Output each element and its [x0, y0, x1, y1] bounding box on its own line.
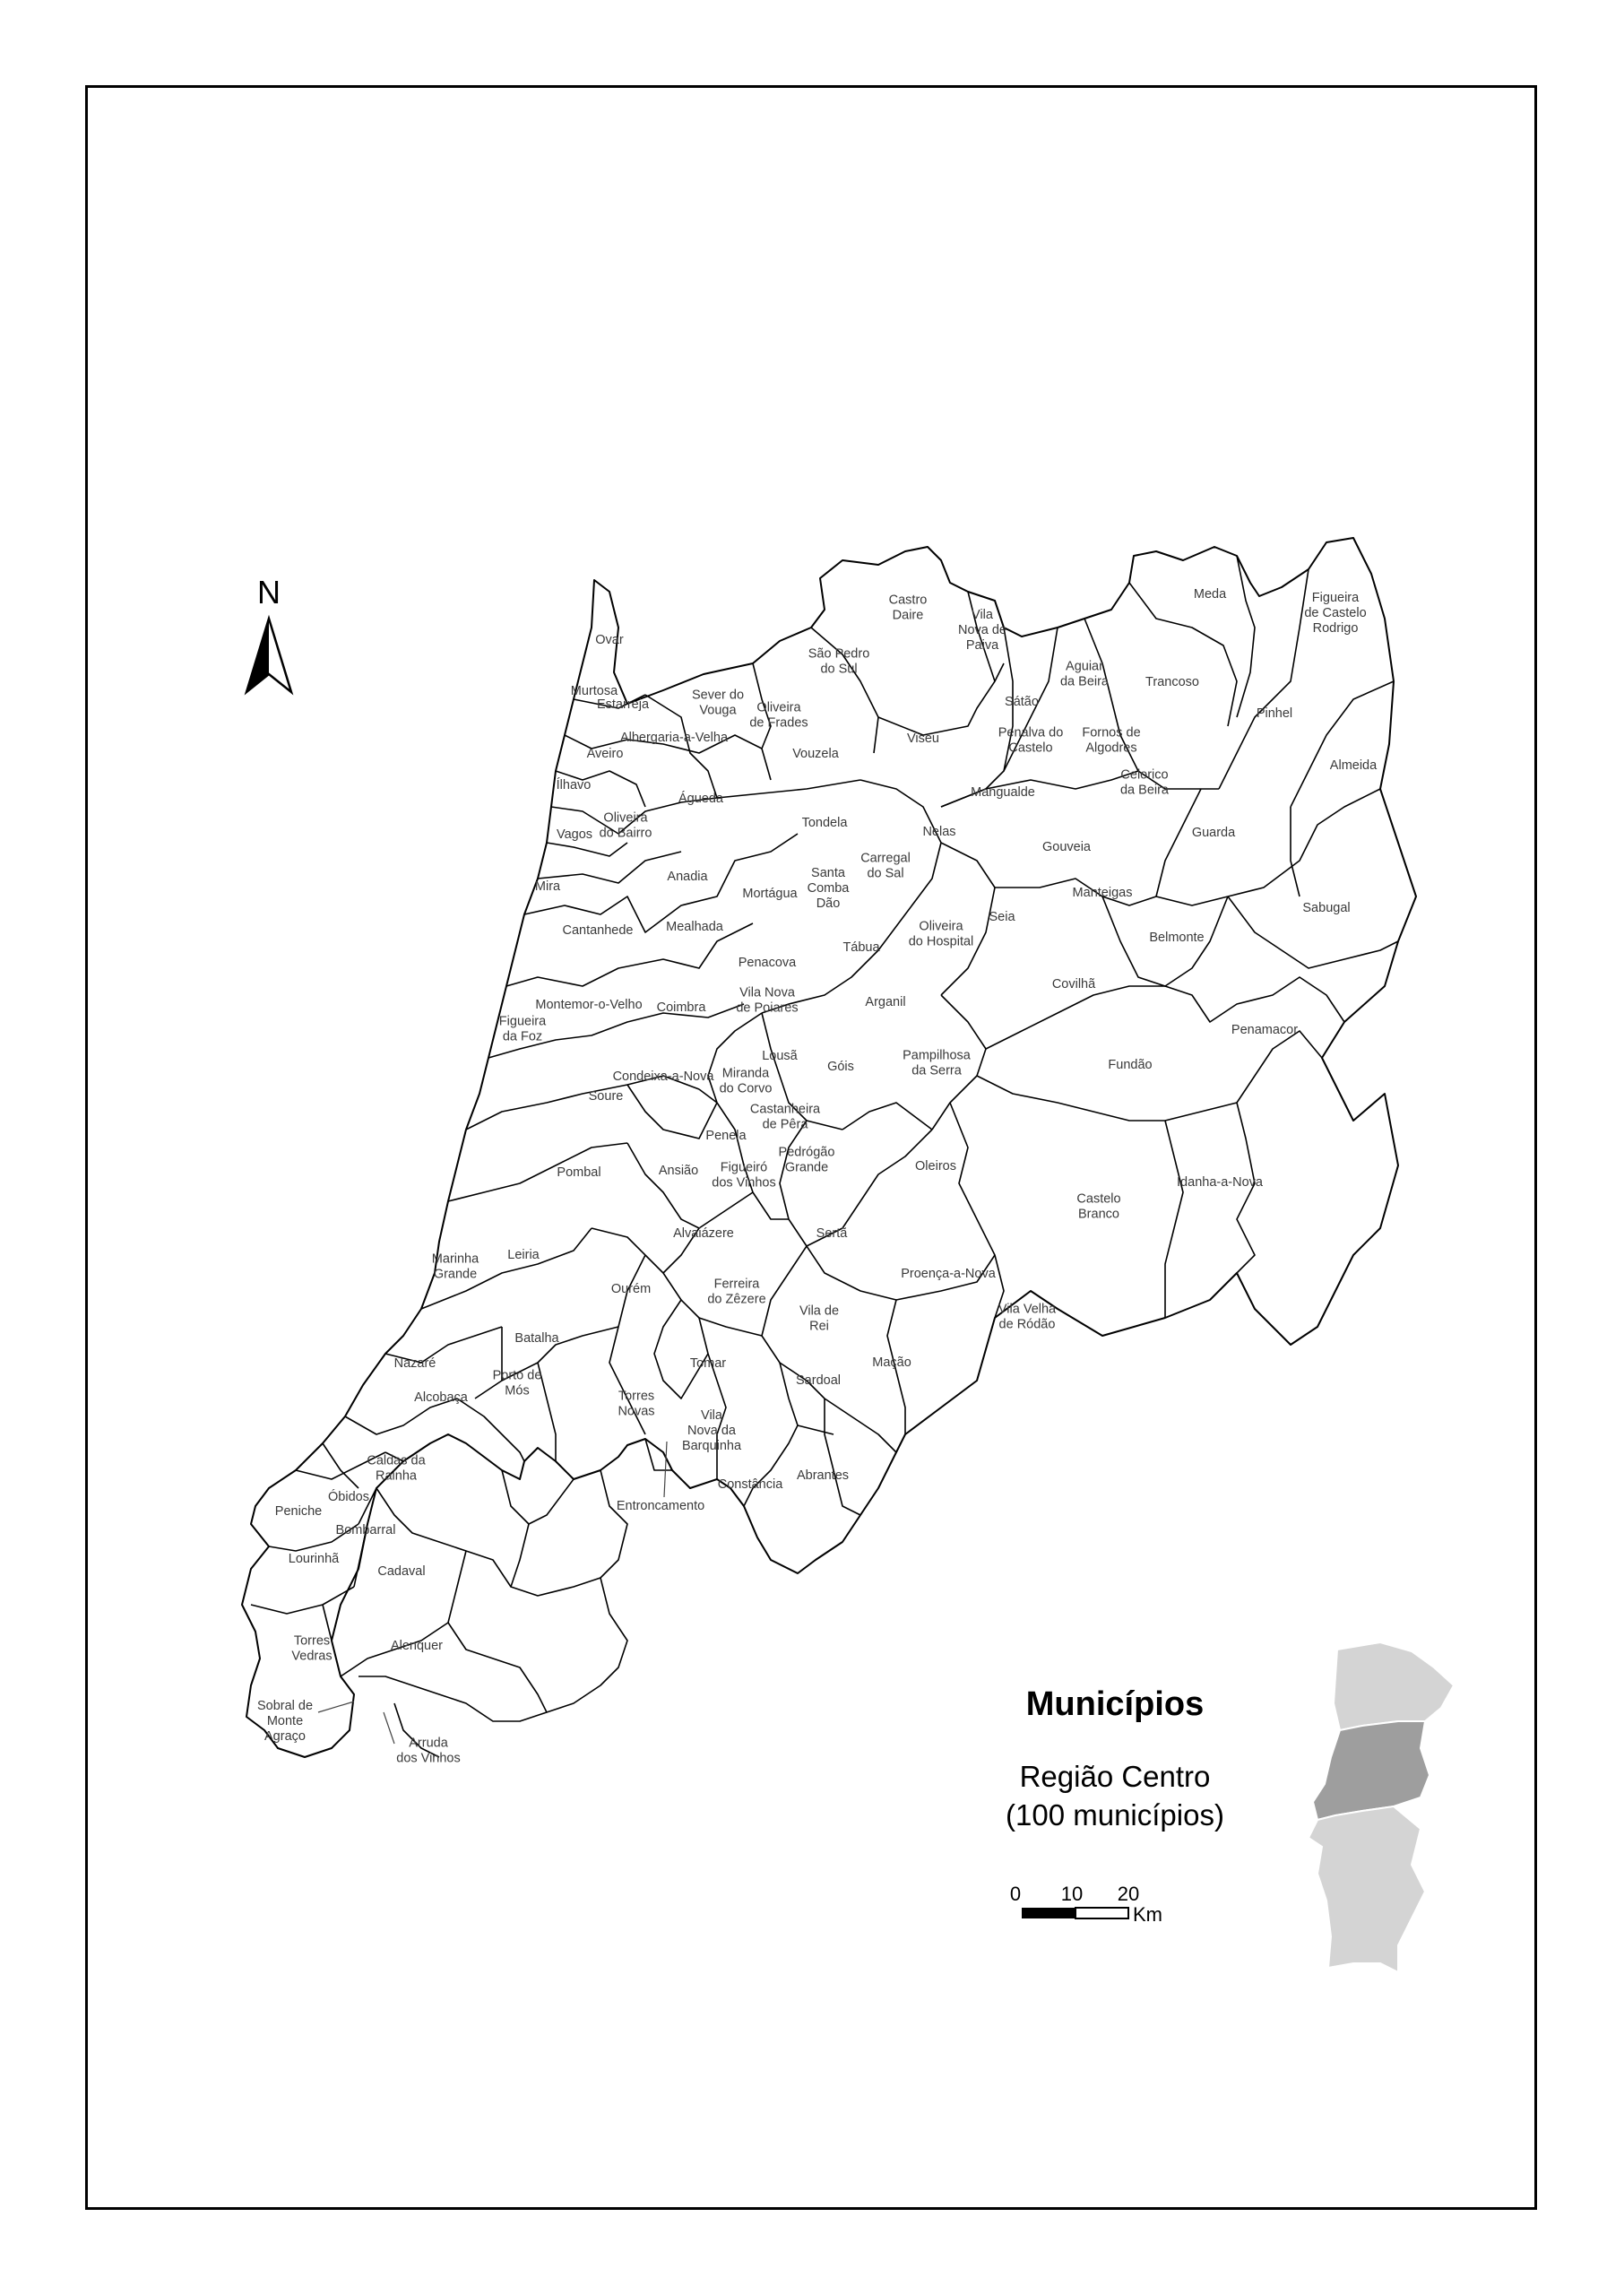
municipality-label: Ílhavo	[556, 778, 592, 792]
municipality-label: Ferreira do Zêzere	[707, 1277, 766, 1307]
municipality-label: Lousã	[762, 1049, 798, 1063]
municipality-label: Montemor-o-Velho	[535, 998, 643, 1012]
municipality-label: Oliveira do Hospital	[908, 919, 974, 949]
municipality-label: Penalva do Castelo	[998, 725, 1064, 756]
municipality-label: Castanheira de Pêra	[749, 1102, 821, 1132]
municipality-label: Tábua	[842, 940, 880, 955]
municipality-label: Sever do Vouga	[691, 688, 745, 718]
municipality-label: Santa Comba Dão	[807, 866, 850, 911]
municipality-label: Aveiro	[586, 747, 624, 761]
municipality-label: Viseu	[906, 732, 940, 746]
municipality-label: Miranda do Corvo	[719, 1066, 773, 1096]
municipality-label: Mira	[534, 879, 561, 894]
municipality-label: Manteigas	[1072, 886, 1133, 900]
municipality-label: Estarreja	[596, 697, 650, 712]
municipality-label: Mação	[872, 1355, 911, 1370]
municipality-label: Sátão	[1005, 695, 1039, 709]
municipality-label: Óbidos	[328, 1490, 369, 1504]
municipality-label: Mortágua	[742, 887, 798, 901]
map-subtitle-line1: Região Centro	[1019, 1760, 1211, 1793]
municipality-label: Alcobaça	[414, 1390, 468, 1405]
municipality-label: Leiria	[507, 1248, 540, 1262]
municipality-label: Alenquer	[390, 1639, 444, 1653]
municipality-label: Anadia	[667, 870, 708, 884]
municipality-label: Seia	[989, 910, 1015, 924]
municipality-label: Bombarral	[335, 1523, 396, 1537]
municipality-label: Vila Nova da Barquinha	[681, 1408, 742, 1453]
municipality-label: Pedrógão Grande	[778, 1145, 835, 1175]
municipality-label: Guarda	[1191, 826, 1236, 840]
municipality-label: Condeixa-a-Nova	[612, 1070, 714, 1084]
municipality-label: Peniche	[274, 1504, 323, 1519]
scale-tick-0: 0	[1009, 1883, 1022, 1905]
municipality-label: Figueira de Castelo Rodrigo	[1304, 591, 1367, 636]
municipality-label: Idanha-a-Nova	[1177, 1175, 1263, 1190]
inset-centro	[1313, 1721, 1430, 1820]
municipality-label: Figueiró dos Vinhos	[712, 1160, 776, 1191]
municipality-label: Proença-a-Nova	[901, 1267, 996, 1281]
municipality-label: Arganil	[865, 995, 906, 1009]
municipality-label: Alvaiázere	[673, 1226, 734, 1241]
municipality-label: Marinha Grande	[431, 1251, 479, 1282]
municipality-label: Fornos de Algodres	[1082, 725, 1141, 756]
municipality-label: Nelas	[922, 825, 956, 839]
municipality-label: Mealhada	[666, 920, 723, 934]
scale-bar	[1010, 1883, 1162, 1926]
municipality-label: Pampilhosa da Serra	[903, 1048, 971, 1078]
municipality-label: Lourinhã	[288, 1552, 340, 1566]
municipality-label: Torres Vedras	[291, 1633, 333, 1664]
municipality-label: Torres Novas	[618, 1389, 655, 1419]
municipality-label: Sardoal	[796, 1373, 841, 1388]
municipality-label: Castelo Branco	[1076, 1191, 1121, 1222]
inset-map-portugal	[1309, 1642, 1454, 1972]
municipality-label: Sertã	[816, 1226, 848, 1241]
municipality-label: Pombal	[557, 1165, 601, 1180]
municipality-label: Vouzela	[792, 747, 839, 761]
municipality-label: Ourém	[610, 1282, 652, 1296]
municipality-label: Arruda dos Vinhos	[396, 1736, 461, 1766]
municipality-label: Figueira da Foz	[498, 1014, 547, 1044]
north-arrow	[246, 574, 291, 692]
municipality-label: Caldas da Rainha	[367, 1453, 426, 1484]
municipality-label: Meda	[1193, 587, 1227, 602]
municipality-label: Almeida	[1329, 758, 1378, 773]
municipality-label: Albergaria-a-Velha	[619, 731, 729, 745]
municipality-label: Góis	[827, 1060, 854, 1074]
municipality-label: Castro Daire	[888, 593, 928, 623]
municipality-label: Abrantes	[796, 1468, 850, 1483]
municipality-label: Águeda	[678, 792, 723, 806]
municipality-label: Carregal do Sal	[860, 851, 911, 881]
municipality-label: Entroncamento	[616, 1499, 705, 1513]
municipality-label: Vila Nova de Paiva	[957, 608, 1007, 653]
municipality-label: Celorico da Beira	[1119, 767, 1170, 798]
map-subtitle-line2: (100 municípios)	[1006, 1798, 1224, 1832]
municipality-label: Belmonte	[1149, 931, 1205, 945]
municipality-label: Trancoso	[1145, 675, 1199, 689]
scale-unit: Km	[1133, 1903, 1162, 1926]
municipality-label: São Pedro do Sul	[808, 646, 870, 677]
municipality-label: Pinhel	[1256, 706, 1293, 721]
municipality-label: Oliveira do Bairro	[599, 810, 652, 841]
municipality-label: Oleiros	[915, 1159, 956, 1173]
municipality-label: Vagos	[556, 827, 593, 842]
municipality-label: Coimbra	[656, 1000, 706, 1015]
municipality-label: Fundão	[1108, 1058, 1153, 1072]
municipality-label: Vila Nova de Poiares	[736, 985, 799, 1016]
municipality-label: Ansião	[658, 1164, 699, 1178]
municipality-label: Oliveira de Frades	[749, 700, 808, 731]
municipality-label: Nazaré	[393, 1356, 436, 1371]
municipality-label: Sobral de Monte Agraço	[256, 1699, 314, 1744]
municipality-label: Mangualde	[971, 785, 1035, 800]
municipality-label: Penacova	[738, 956, 797, 970]
municipality-label: Murtosa	[570, 684, 618, 698]
municipality-label: Batalha	[514, 1331, 559, 1346]
north-label: N	[257, 574, 281, 611]
map-title: Municípios	[1025, 1685, 1205, 1723]
scale-tick-10: 10	[1060, 1883, 1084, 1905]
municipality-label: Covilhã	[1051, 977, 1096, 992]
scale-tick-20: 20	[1117, 1883, 1140, 1905]
municipality-label: Porto de Mós	[492, 1368, 542, 1399]
municipality-label: Soure	[588, 1089, 624, 1104]
municipality-label: Aguiar da Beira	[1059, 659, 1110, 689]
inset-north	[1334, 1642, 1454, 1730]
municipality-label: Tondela	[801, 816, 848, 830]
municipality-label: Cantanhede	[562, 923, 634, 938]
municipality-label: Vila Velha de Ródão	[998, 1302, 1057, 1332]
municipality-label: Penela	[705, 1129, 747, 1143]
municipality-label: Gouveia	[1041, 840, 1092, 854]
inset-south	[1309, 1806, 1425, 1972]
municipality-label: Ovar	[595, 633, 624, 647]
municipality-label: Penamacor	[1231, 1023, 1299, 1037]
municipality-label: Tomar	[689, 1356, 727, 1371]
municipality-label: Sabugal	[1302, 901, 1351, 915]
municipality-label: Vila de Rei	[799, 1303, 840, 1334]
municipality-label: Constância	[717, 1477, 783, 1492]
municipality-label: Cadaval	[377, 1564, 426, 1579]
